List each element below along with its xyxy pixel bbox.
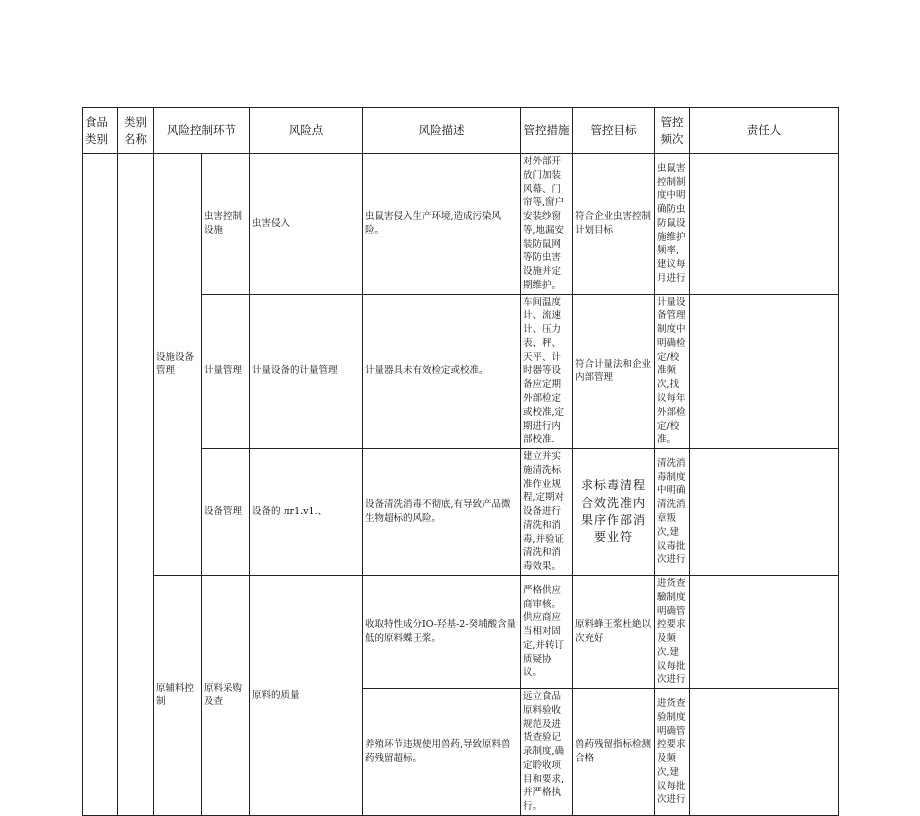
control-frequency: 清洗消毒制度中明确清洗消章叛次,建议毒批次进行 <box>655 449 690 576</box>
control-step: 设备管理 <box>202 449 250 576</box>
control-measures: 远立食品原料验收规范及进货查验记录制度,确定聆收项目和要求,并严格执行。 <box>521 689 573 816</box>
control-target: 原料蜂王浆杜絶以次充好 <box>573 575 655 688</box>
responsible-cell <box>690 449 839 576</box>
header-risk-description: 风险描述 <box>363 108 521 154</box>
control-measures: 建立并实施清洗标准作业规程,定期对设备进行清洗和消毒,并验证清洗和消毒效果。 <box>521 449 573 576</box>
food-category-cell <box>83 154 118 816</box>
header-category-name: 类别名称 <box>118 108 154 154</box>
responsible-cell <box>690 154 839 295</box>
header-responsible: 责任人 <box>690 108 839 154</box>
responsible-cell <box>690 575 839 688</box>
header-risk-point: 风险点 <box>250 108 363 154</box>
control-measures: 车间温度计、流速计、压力表、秤、天平、计时器等设备应定期外部检定或校准,定期进行内部校准. <box>521 294 573 448</box>
table-row <box>83 575 839 688</box>
control-frequency: 计量设备管理制度中明确检定/校准频次,找议每年外部检定/校准。 <box>655 294 690 448</box>
table-row <box>83 154 839 295</box>
category-name-cell <box>118 154 154 816</box>
risk-description: 养殖环节违规使用兽药,导致原料兽药残留超标。 <box>363 689 521 816</box>
risk-point: 计量设备的计量管理 <box>250 294 363 448</box>
control-target: 符合企业虫害控制计划目标 <box>573 154 655 295</box>
header-target: 管控目标 <box>573 108 655 154</box>
control-target: 兽药残留指标检测合格 <box>573 689 655 816</box>
header-control-step: 风险控制环节 <box>154 108 250 154</box>
risk-point: 原料的质量 <box>250 575 363 815</box>
responsible-cell <box>690 294 839 448</box>
header-food-category: 食品类别 <box>83 108 118 154</box>
control-step: 计量管理 <box>202 294 250 448</box>
group-name: 设施设备管理 <box>154 154 202 576</box>
control-frequency: 虫鼠害控制制度中明确防虫防鼠设施维护频率,建议每月进行 <box>655 154 690 295</box>
responsible-cell <box>690 689 839 816</box>
risk-description: 收取特性成分IO-羟基-2-癸埔酸含量低的原料蝶王浆。 <box>363 575 521 688</box>
control-step: 虫害控制设施 <box>202 154 250 295</box>
risk-control-table <box>82 107 839 816</box>
header-frequency: 管控频次 <box>655 108 690 154</box>
control-measures: 严格供应商审核。供应商应当相对固定,并转订质疑协议。 <box>521 575 573 688</box>
control-target: 求标毒清程合效洗准内果序作部消要业符 <box>573 449 655 576</box>
control-target: 符合计量法和企业内部管理 <box>573 294 655 448</box>
header-row <box>83 108 839 154</box>
risk-description: 计量器具未有效检定或校准。 <box>363 294 521 448</box>
risk-description: 设备清洗消毒不彻底,有导致产品微生物超标的风险。 <box>363 449 521 576</box>
risk-description: 虫鼠害侵入生产环境,造成污染风险。 <box>363 154 521 295</box>
header-measures: 管控措施 <box>521 108 573 154</box>
control-frequency: 进货查验制度明确管控要求及频次,建议每批次进行 <box>655 689 690 816</box>
group-name: 原辅料控制 <box>154 575 202 815</box>
risk-point: 虫害侵入 <box>250 154 363 295</box>
control-step: 原料采购及查 <box>202 575 250 815</box>
risk-point: 设备的 лr1.v1.、 <box>250 449 363 576</box>
control-frequency: 进货查驗制度明确管控要求及频次.建议每批次进行 <box>655 575 690 688</box>
control-measures: 对外部开放门加装风幕、门帘等,窗户安装纱窗等,地漏安装防鼠网等防虫害设施并定期维护。 <box>521 154 573 295</box>
